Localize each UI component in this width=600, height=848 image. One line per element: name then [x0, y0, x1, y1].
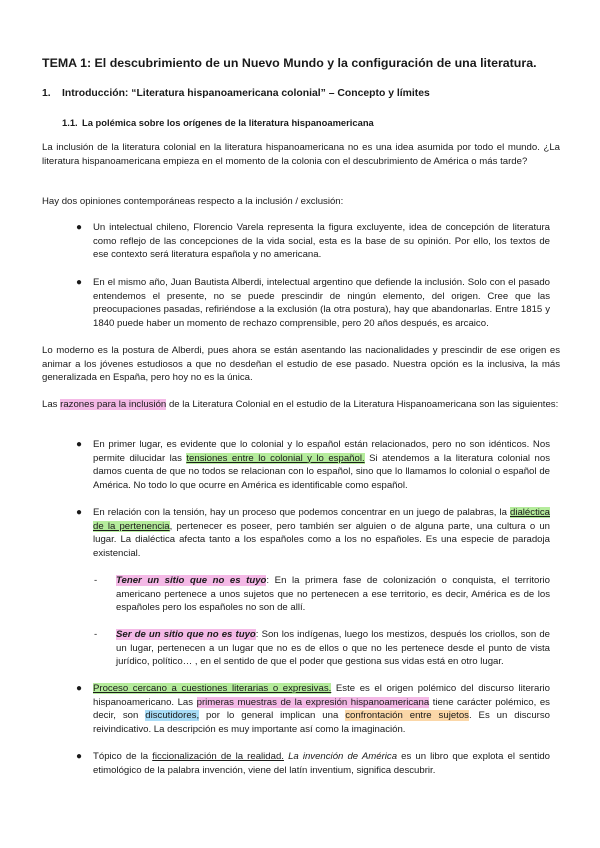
- text-run: En relación con la tensión, hay un proceso que podemos concentrar en un juego de palabras, la: [93, 507, 510, 518]
- reasons-intro: [42, 398, 560, 412]
- bullet-icon: ●: [76, 222, 83, 233]
- sub-label-ser: Ser de un sitio que no es tuyo: [116, 629, 256, 640]
- text-run: : En la primera fase de colonización o conquista, el territorio americano pertenece a unos sujetos que no pertenecen a ese territorio, es decir, América es de los españoles pero los españoles no son de allí.: [116, 575, 550, 614]
- section-number: 1.: [42, 88, 51, 99]
- highlight-dialectica: dialéctica de la pertenencia: [93, 507, 550, 532]
- dash-marker: -: [94, 629, 98, 640]
- opinion-excluyente: Un intelectual chileno, Florencio Varela representa la figura excluyente, idea de concepción de literatura como reflejo de las concepciones de la vida social, esta es la base de su opinión. Por ello, los textos de ese contexto será literatura española y no americana.: [93, 222, 550, 261]
- text-run: tiene carácter polémico, es decir, son: [93, 696, 550, 722]
- dash-marker: -: [94, 575, 98, 586]
- subsection-number: 1.1.: [62, 117, 78, 128]
- bullet-icon: ●: [76, 439, 83, 450]
- subsection-text: La polémica sobre los orígenes de la literatura hispanoamericana: [82, 117, 374, 128]
- text-run: , pertenecer es poseer, pero también ser alguien o de alguna parte, una cultura o un lugar. La dialéctica afecta tanto a los españoles como a los no españoles. Es una especie de paradoja existencial.: [93, 520, 550, 559]
- subsection-heading: [62, 117, 374, 128]
- highlight-primeras-muestras: primeras muestras de la expresión hispanoamericana: [196, 696, 430, 708]
- modern-paragraph: Lo moderno es la postura de Alberdi, pues ahora se están asentando las nacionalidades y prescindir de ese origen es animar a los jóvenes estudiosos a que no desdeñan el estudio de ese pasado. Nuestra opción es la inclusiva, la más generalizada en España, pero hoy no es la única.: [42, 345, 560, 384]
- text-run: Tópico de la: [93, 751, 153, 762]
- text-run: Este es el origen polémico del discurso literario hispanoamericano. Las: [93, 683, 550, 708]
- sub-label-tener: Tener un sitio que no es tuyo: [116, 575, 267, 586]
- text-run: . Es un discurso reivindicativo. La descripción es muy importante así como la imaginación.: [93, 710, 551, 735]
- reason-2: [93, 506, 550, 560]
- bullet-icon: ●: [76, 507, 83, 518]
- intro-paragraph: La inclusión de la literatura colonial en la literatura hispanoamericana no es una idea asumida por todo el mundo. ¿La literatura hispanoamericana empieza en el momento de la colonia con el descubrimiento de América o más tarde?: [42, 142, 560, 167]
- reason-1: [93, 438, 550, 492]
- text-run: En primer lugar, es evidente que lo colonial y lo español están relacionados, pero no son idénticos. Nos permite dilucidar las: [93, 439, 550, 464]
- text-run: es un libro que explota el sentido etimológico de la palabra invención, viene del latín inventium, significa descubrir.: [93, 751, 550, 776]
- text-run: : Son los indígenas, luego los mestizos, después los criollos, son de un lugar, pertenecen a un lugar que no es de ellos o que no les pertenece desde el punto de vista jurídico, político… , en el sentido de que el poder que gestiona sus vidas está en otro lugar.: [116, 629, 550, 668]
- sub-point-ser: [116, 628, 550, 669]
- bullet-icon: ●: [76, 751, 83, 762]
- text-run: Si atendemos a la literatura colonial nos damos cuenta de que no todos se relacionan con lo español, sino que lo llamamos lo colonial o español de América. No todo lo que ocurre en América es identificable como español.: [93, 452, 550, 491]
- text-run: Las: [42, 399, 61, 410]
- section-heading: [42, 88, 430, 99]
- opinions-intro: Hay dos opiniones contemporáneas respecto a la inclusión / exclusión:: [42, 196, 344, 207]
- opinion-inclusion: En el mismo año, Juan Bautista Alberdi, intelectual argentino que defiende la inclusión. Solo con el pasado entendemos el presente, no se puede prescindir de ningún elemento, del origen. Cree que las preocupaciones pasadas, refiriéndose a la exclusión (la otra postura), hay que abandonarlas. Entre 1815 y 1840 puede haber un momento de rechazo comprensible, pero 20 años después, es arcaico.: [93, 277, 550, 329]
- reason-4: [93, 750, 550, 777]
- reason-3: [93, 682, 550, 736]
- highlight-tensiones: tensiones entre lo colonial y lo español.: [186, 452, 365, 464]
- bullet-icon: ●: [76, 683, 83, 694]
- bullet-icon: ●: [76, 277, 83, 288]
- text-run: por lo general implican una: [199, 710, 346, 722]
- underlined-ficcionalizacion: ficcionalización de la realidad.: [152, 751, 284, 762]
- highlight-proceso: Proceso cercano a cuestiones literarias o expresivas.: [93, 683, 332, 694]
- sub-point-tener: [116, 574, 550, 615]
- highlight-discutidores: discutidores,: [145, 710, 200, 722]
- text-run: de la Literatura Colonial en el estudio de la Literatura Hispanoamericana son las siguientes:: [166, 399, 559, 410]
- highlight-razones: razones para la inclusión: [60, 399, 167, 410]
- section-text: Introducción: “Literatura hispanoamericana colonial” – Concepto y límites: [62, 88, 430, 99]
- highlight-confrontacion: confrontación entre sujetos: [345, 710, 469, 722]
- document-title: TEMA 1: El descubrimiento de un Nuevo Mundo y la configuración de una literatura.: [42, 56, 537, 70]
- book-title: La invención de América: [283, 751, 398, 762]
